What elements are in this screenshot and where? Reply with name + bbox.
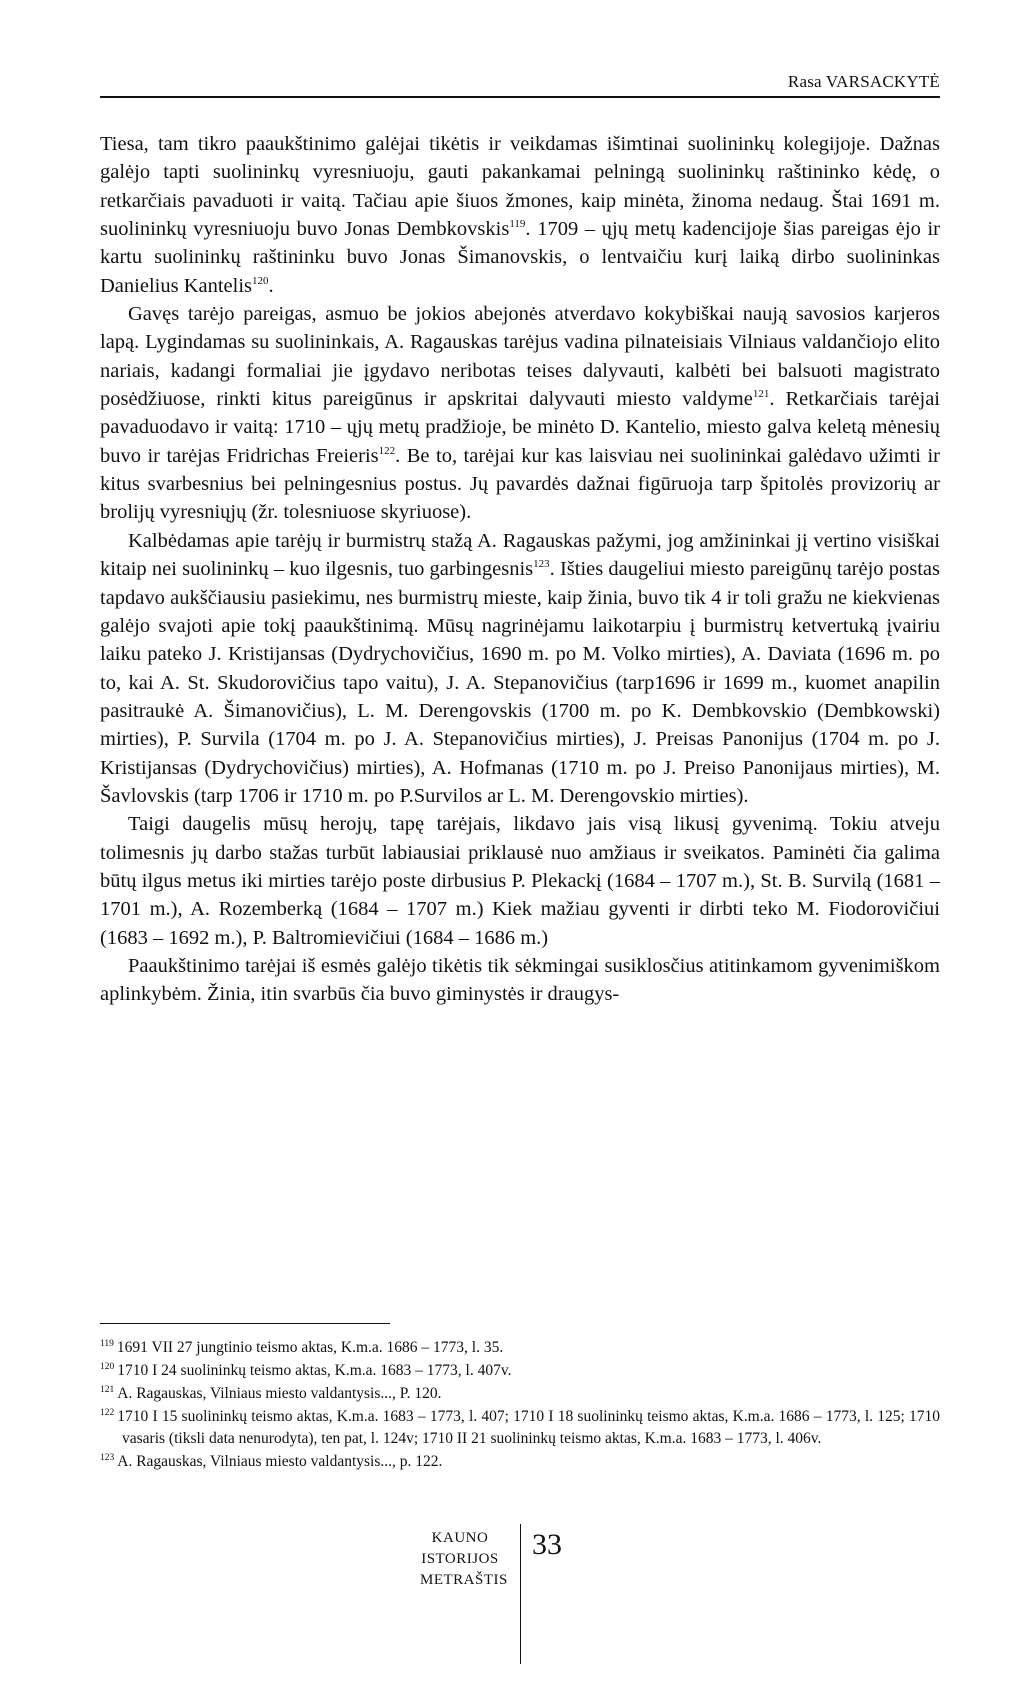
footnote-number: 120 [100,1362,115,1372]
paragraph [100,810,940,952]
text-run: Gavęs tarėjo pareigas, asmuo be jokios abejonės atverdavo kokybiškai naują savosios karjeros lapą. Lygindamas su suolininkais, A. Ragauskas tarėjus vadina pilnateisiais Vilniaus valdančiojo elito nariais, kadangi formaliai jie įgydavo neribotas teises dalyvauti, kalbėti bei balsuoti magistrato posėdžiuose, rinkti kitus pareigūnus ir apskritai dalyvauti miesto valdyme [100,303,940,411]
publication-line: METRAŠTIS [420,1572,508,1588]
footnote-text: 1710 I 24 suolininkų teismo aktas, K.m.a. 1683 – 1773, l. 407v. [117,1362,512,1379]
footnote-text: A. Ragauskas, Vilniaus miesto valdantysis..., P. 120. [117,1385,442,1402]
footnote-text: 1710 I 15 suolininkų teismo aktas, K.m.a. 1683 – 1773, l. 407; 1710 I 18 suolininkų teismo aktas, K.m.a. 1686 – 1773, l. 125; 1710 vasaris (tiksli data nenurodyta), ten pat, l. 124v; 1710 II 21 suolininkų teismo aktas, K.m.a. 1683 – 1773, l. 406v. [117,1408,940,1447]
footnote [100,1337,940,1359]
footnote [100,1451,940,1473]
text-run: Paaukštinimo tarėjai iš esmės galėjo tikėtis tik sėkmingai susiklosčius atitinkamom gyvenimiškom aplinkybėm. Žinia, itin svarbūs čia buvo giminystės ir draugys- [100,954,940,1006]
footnote-ref: 123 [533,558,550,571]
paragraph [100,300,940,527]
text-run: . [268,274,274,297]
footnote-number: 123 [100,1453,115,1463]
footnote-number: 122 [100,1408,115,1418]
page-number: 33 [532,1528,562,1561]
footnotes [100,1337,940,1474]
text-run: Taigi daugelis mūsų herojų, tapę tarėjais, likdavo jais visą likusį gyvenimą. Tokiu atveju tolimesnis jų darbo stažas turbūt labiausiai priklausė nuo amžiaus ir sveikatos. Paminėti čia galima būtų ilgus metus iki mirties tarėjo poste dirbusius P. Plekackį (1684 – 1707 m.), St. B. Survilą (1681 – 1701 m.), A. Rozemberką (1684 – 1707 m.) Kiek mažiau gyventi ir dirbti teko M. Fiodorovičiui (1683 – 1692 m.), P. Baltromievičiui (1684 – 1686 m.) [100,813,940,949]
publication-line: KAUNO [431,1530,489,1546]
body-text [100,130,940,1009]
paragraph [100,527,940,810]
text-run: . Be to, tarėjai kur kas laisviau nei suolininkai galėdavo užimti ir kitus svarbesnius bei pelningesnius postus. Jų pavardės dažnai figūruoja tarp špitolės provizorių ar brolijų vyresniųjų (žr. tolesniuose skyriuose). [100,444,940,524]
publication-line: ISTORIJOS [421,1551,499,1567]
running-header: Rasa VARSACKYTĖ [787,72,940,91]
footnote-ref: 120 [252,274,269,287]
footnote-ref: 119 [509,218,526,231]
text-run: Tiesa, tam tikro paaukštinimo galėjai tikėtis ir veikdamas išimtinai suolininkų kolegijoje. Dažnas galėjo tapti suolininkų vyresniuoju, gauti pakankamai pelningą suolininkų raštininko kėdę, o retkarčiais pavaduoti ir vaitą. Tačiau apie šiuos žmones, kaip minėta, žinoma nedaug. Štai 1691 m. suolininkų vyresniuoju buvo Jonas Dembkovskis [100,133,940,241]
text-run: . 1709 – ųjų metų kadencijoje šias pareigas ėjo ir kartu suolininkų raštininku buvo Jonas Šimanovskis, o lentvaičiu kurį laiką dirbo suolininkas Danielius Kantelis [100,218,941,297]
footnote-number: 121 [100,1385,115,1395]
paragraph [100,130,940,300]
footnote-text: A. Ragauskas, Vilniaus miesto valdantysis..., p. 122. [117,1453,443,1470]
text-run: . Išties daugeliui miesto pareigūnų tarėjo postas tapdavo aukščiausiu pasiekimu, nes burmistrų mieste, kaip žinia, buvo tik 4 ir toli gražu ne kiekvienas galėjo svajoti apie tokį paaukštinimą. Mūsų nagrinėjamu laikotarpiu į burmistrų ketvertuką įvairiu laiku pateko J. Kristijansas (Dydrychovičius, 1690 m. po M. Volko mirties), A. Daviata (1696 m. po to, kai A. St. Skudorovičius tapo vaitu), J. A. Stepanovičius (tarp1696 ir 1699 m., kuomet anapilin pasitraukė A. Šimanovičius), L. M. Derengovskis (1700 m. po K. Dembkovskio (Dembkowski) mirties), P. Survila (1704 m. po J. A. Stepanovičius mirties), J. Preisas Panonijus (1704 m. po J. Kristijansas (Dydrychovičius) mirties), A. Hofmanas (1710 m. po J. Preiso Panonijaus mirties), M. Šavlovskis (tarp 1706 ir 1710 m. po P.Survilos ar L. M. Derengovskio mirties). [100,558,940,807]
footer-divider [520,1524,521,1664]
footnote [100,1383,940,1405]
footnote [100,1406,940,1450]
header-rule [100,96,940,98]
text-run: Kalbėdamas apie tarėjų ir burmistrų stažą A. Ragauskas pažymi, jog amžininkai jį vertino visiškai kitaip nei suolininkų – kuo ilgesnis, tuo garbingesnis [100,529,940,581]
footnote-ref: 121 [752,388,770,401]
footnote-number: 119 [100,1339,114,1349]
footnote-text: 1691 VII 27 jungtinio teismo aktas, K.m.a. 1686 – 1773, l. 35. [116,1339,504,1356]
footnote-separator [100,1323,390,1324]
footnote [100,1360,940,1382]
text-run: . Retkarčiais tarėjai pavaduodavo ir vaitą: 1710 – ųjų metų pradžioje, be minėto D. Kantelio, miesto galva keletą mėnesių buvo ir tarėjas Fridrichas Freieris [100,388,941,467]
footnote-ref: 122 [378,444,396,457]
publication-name [420,1528,508,1591]
paragraph [100,952,940,1009]
